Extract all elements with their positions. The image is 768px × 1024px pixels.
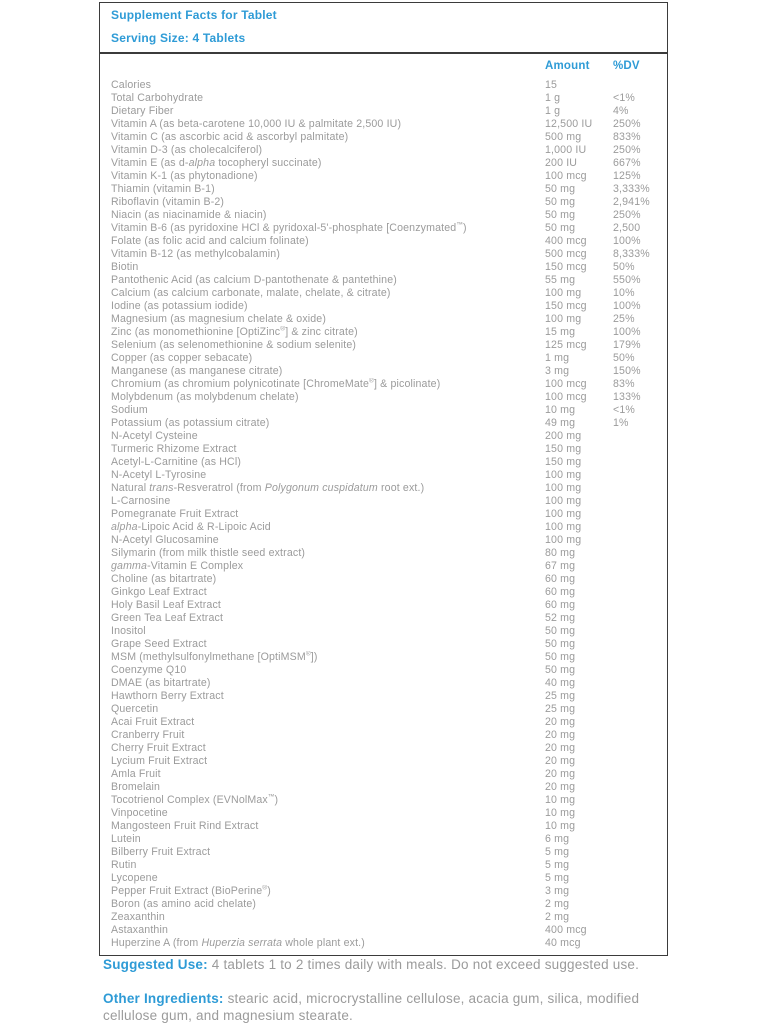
ingredient-name: Vitamin B-12 (as methylcobalamin) [111,248,281,260]
ingredient-amount: 400 mcg [545,235,587,247]
ingredient-dv [613,768,657,781]
ingredient-name: DMAE (as bitartrate) [111,677,211,689]
ingredient-dv: 550% [613,274,641,286]
table-row [100,430,667,443]
ingredient-name: Zeaxanthin [111,911,165,923]
ingredient-name: Acetyl-L-Carnitine (as HCl) [111,456,242,468]
ingredient-dv [613,560,657,573]
ingredient-name: Pantothenic Acid (as calcium D-pantothenate & pantethine) [111,274,397,286]
ingredient-amount: 10 mg [545,794,576,806]
table-row [100,196,667,209]
ingredient-amount: 150 mcg [545,300,587,312]
table-row [100,833,667,846]
ingredient-dv [613,690,657,703]
other-ingredients-text: stearic acid, microcrystalline cellulose, acacia gum, silica, modified cellulose gum, and magnesium stearate. [103,991,640,1023]
table-row [100,339,667,352]
table-row [100,521,667,534]
table-row [100,92,667,105]
ingredient-amount: 100 mcg [545,170,587,182]
ingredient-amount: 55 mg [545,274,576,286]
ingredient-amount: 100 mcg [545,391,587,403]
ingredient-name: Molybdenum (as molybdenum chelate) [111,391,299,403]
ingredient-dv [613,508,657,521]
table-row [100,651,667,664]
table-row [100,859,667,872]
ingredient-name: Vitamin C (as ascorbic acid & ascorbyl palmitate) [111,131,349,143]
ingredient-dv [613,443,657,456]
ingredient-amount: 80 mg [545,547,576,559]
table-row [100,209,667,222]
table-row [100,79,667,92]
ingredient-dv [613,820,657,833]
ingredient-amount: 5 mg [545,872,570,884]
ingredient-amount: 100 mg [545,287,582,299]
ingredient-name: Amla Fruit [111,768,161,780]
ingredient-name: Riboflavin (vitamin B-2) [111,196,225,208]
ingredient-dv: <1% [613,404,635,416]
table-row [100,547,667,560]
table-row [100,105,667,118]
table-row [100,573,667,586]
ingredient-dv [613,911,657,924]
ingredient-name: N-Acetyl Cysteine [111,430,198,442]
ingredient-name: alpha-Lipoic Acid & R-Lipoic Acid [111,521,271,533]
ingredient-dv: 100% [613,235,641,247]
ingredient-name: Hawthorn Berry Extract [111,690,224,702]
ingredient-name: Lycium Fruit Extract [111,755,208,767]
table-row [100,898,667,911]
table-row [100,677,667,690]
ingredient-name: Rutin [111,859,137,871]
ingredient-dv: 2,941% [613,196,650,208]
ingredient-amount: 67 mg [545,560,576,572]
table-row [100,625,667,638]
ingredient-dv [613,586,657,599]
ingredient-dv [613,729,657,742]
ingredient-amount: 50 mg [545,183,576,195]
ingredient-amount: 10 mg [545,404,576,416]
ingredient-amount: 15 mg [545,326,576,338]
ingredient-amount: 50 mg [545,638,576,650]
ingredient-name: Vitamin A (as beta-carotene 10,000 IU & palmitate 2,500 IU) [111,118,402,130]
facts-body [99,53,668,956]
ingredient-dv [613,885,657,898]
table-row [100,781,667,794]
ingredient-amount: 25 mg [545,703,576,715]
ingredient-dv: 250% [613,118,641,130]
ingredient-amount: 10 mg [545,820,576,832]
ingredient-amount: 6 mg [545,833,570,845]
ingredient-name: N-Acetyl Glucosamine [111,534,219,546]
ingredient-dv [613,638,657,651]
ingredient-amount: 100 mg [545,495,582,507]
table-row [100,846,667,859]
ingredient-amount: 40 mcg [545,937,581,949]
ingredient-dv [613,755,657,768]
ingredient-name: Vitamin E (as d-alpha tocopheryl succinate) [111,157,322,169]
ingredient-amount: 3 mg [545,885,570,897]
ingredient-name: L-Carnosine [111,495,171,507]
ingredient-dv [613,846,657,859]
ingredient-amount: 2 mg [545,911,570,923]
table-row [100,157,667,170]
ingredient-amount: 1 mg [545,352,570,364]
table-row [100,131,667,144]
ingredient-amount: 150 mg [545,456,582,468]
table-row [100,144,667,157]
table-row [100,313,667,326]
ingredient-amount: 20 mg [545,768,576,780]
suggested-use [103,956,678,973]
ingredient-dv [613,859,657,872]
ingredient-dv [613,547,657,560]
table-row [100,456,667,469]
ingredient-dv [613,573,657,586]
ingredient-amount: 100 mcg [545,378,587,390]
ingredient-name: Cherry Fruit Extract [111,742,206,754]
ingredient-name: Magnesium (as magnesium chelate & oxide) [111,313,327,325]
other-ingredients-label: Other Ingredients: [103,991,224,1006]
ingredient-dv: 179% [613,339,641,351]
ingredient-name: Vitamin K-1 (as phytonadione) [111,170,258,182]
ingredient-dv: 1% [613,417,629,429]
ingredient-dv [613,833,657,846]
ingredient-amount: 5 mg [545,846,570,858]
table-row [100,729,667,742]
table-row [100,469,667,482]
table-row [100,599,667,612]
ingredient-name: Mangosteen Fruit Rind Extract [111,820,259,832]
table-row [100,924,667,937]
table-row [100,794,667,807]
table-row [100,690,667,703]
facts-title: Supplement Facts for Tablet [111,8,277,22]
table-row [100,118,667,131]
ingredient-dv [613,716,657,729]
table-row [100,287,667,300]
ingredient-name: gamma-Vitamin E Complex [111,560,244,572]
ingredient-name: Tocotrienol Complex (EVNolMax™) [111,794,279,806]
ingredient-amount: 50 mg [545,625,576,637]
ingredient-dv [613,898,657,911]
suggested-use-text: 4 tablets 1 to 2 times daily with meals. Do not exceed suggested use. [207,957,640,972]
column-header-dv: %DV [613,60,640,72]
ingredient-dv: 4% [613,105,629,117]
ingredient-name: Bromelain [111,781,161,793]
ingredient-name: Pomegranate Fruit Extract [111,508,239,520]
ingredient-amount: 100 mg [545,482,582,494]
ingredient-amount: 200 IU [545,157,578,169]
ingredient-amount: 25 mg [545,690,576,702]
ingredient-name: Huperzine A (from Huperzia serrata whole plant ext.) [111,937,365,949]
ingredient-amount: 125 mcg [545,339,587,351]
ingredient-dv: 10% [613,287,635,299]
ingredient-amount: 400 mcg [545,924,587,936]
ingredient-dv [613,937,657,950]
table-row [100,560,667,573]
ingredient-name: Boron (as amino acid chelate) [111,898,257,910]
ingredient-name: Folate (as folic acid and calcium folinate) [111,235,309,247]
ingredient-name: Vitamin B-6 (as pyridoxine HCl & pyridoxal-5'-phosphate [Coenzymated™) [111,222,467,234]
ingredient-dv: 100% [613,326,641,338]
ingredient-name: Ginkgo Leaf Extract [111,586,207,598]
supplement-facts-panel [99,2,668,956]
table-row [100,755,667,768]
ingredient-amount: 20 mg [545,729,576,741]
ingredient-name: Total Carbohydrate [111,92,204,104]
ingredient-amount: 15 [545,79,558,91]
ingredient-name: Sodium [111,404,148,416]
ingredient-amount: 50 mg [545,209,576,221]
ingredient-dv: 8,333% [613,248,650,260]
ingredient-name: Iodine (as potassium iodide) [111,300,248,312]
table-row [100,495,667,508]
ingredient-dv [613,794,657,807]
ingredient-amount: 60 mg [545,586,576,598]
table-row [100,261,667,274]
ingredient-dv: 133% [613,391,641,403]
ingredient-name: Biotin [111,261,139,273]
ingredient-dv [613,495,657,508]
ingredient-dv [613,79,657,92]
table-row [100,443,667,456]
ingredient-amount: 20 mg [545,781,576,793]
ingredient-name: Vinpocetine [111,807,168,819]
ingredient-amount: 12,500 IU [545,118,593,130]
ingredient-name: Inositol [111,625,146,637]
ingredient-dv [613,534,657,547]
ingredient-dv: 150% [613,365,641,377]
ingredient-dv: 250% [613,209,641,221]
ingredient-name: Coenzyme Q10 [111,664,187,676]
ingredient-name: Lycopene [111,872,158,884]
table-row [100,365,667,378]
ingredient-name: Chromium (as chromium polynicotinate [ChromeMate®] & picolinate) [111,378,441,390]
ingredient-dv [613,482,657,495]
ingredient-amount: 60 mg [545,599,576,611]
ingredient-dv [613,872,657,885]
ingredient-name: Potassium (as potassium citrate) [111,417,270,429]
table-row [100,482,667,495]
ingredient-name: Calories [111,79,152,91]
ingredient-name: Vitamin D-3 (as cholecalciferol) [111,144,263,156]
ingredient-amount: 150 mg [545,443,582,455]
ingredient-dv: 3,333% [613,183,650,195]
ingredient-dv [613,430,657,443]
table-row [100,716,667,729]
ingredient-amount: 100 mg [545,469,582,481]
ingredient-amount: 1,000 IU [545,144,587,156]
ingredient-dv [613,664,657,677]
ingredient-dv [613,742,657,755]
ingredient-name: Zinc (as monomethionine [OptiZinc®] & zinc citrate) [111,326,358,338]
ingredient-dv: 83% [613,378,635,390]
table-row [100,300,667,313]
facts-header [99,2,668,53]
serving-size: Serving Size: 4 Tablets [111,31,246,45]
ingredient-name: Turmeric Rhizome Extract [111,443,237,455]
table-row [100,183,667,196]
ingredient-amount: 50 mg [545,651,576,663]
table-row [100,820,667,833]
table-row [100,768,667,781]
ingredient-dv: 833% [613,131,641,143]
other-ingredients [103,990,678,1024]
ingredient-name: Astaxanthin [111,924,169,936]
ingredient-dv: 50% [613,261,635,273]
table-row [100,807,667,820]
suggested-use-label: Suggested Use: [103,957,208,972]
ingredient-rows [100,79,667,950]
ingredient-amount: 3 mg [545,365,570,377]
ingredient-dv: <1% [613,92,635,104]
table-row [100,235,667,248]
ingredient-amount: 2 mg [545,898,570,910]
ingredient-name: Cranberry Fruit [111,729,185,741]
ingredient-name: MSM (methylsulfonylmethane [OptiMSM®]) [111,651,318,663]
table-row [100,391,667,404]
ingredient-dv: 50% [613,352,635,364]
ingredient-amount: 20 mg [545,755,576,767]
table-row [100,404,667,417]
column-header-row [100,58,667,72]
table-row [100,885,667,898]
ingredient-amount: 500 mg [545,131,582,143]
ingredient-amount: 20 mg [545,742,576,754]
table-row [100,378,667,391]
table-row [100,417,667,430]
ingredient-dv [613,677,657,690]
ingredient-amount: 40 mg [545,677,576,689]
ingredient-dv [613,807,657,820]
ingredient-amount: 1 g [545,92,561,104]
ingredient-name: Lutein [111,833,141,845]
table-row [100,742,667,755]
table-row [100,222,667,235]
ingredient-name: Natural trans-Resveratrol (from Polygonum cuspidatum root ext.) [111,482,425,494]
table-row [100,352,667,365]
ingredient-dv: 667% [613,157,641,169]
ingredient-dv: 250% [613,144,641,156]
column-header-amount: Amount [545,60,590,72]
ingredient-name: Choline (as bitartrate) [111,573,217,585]
ingredient-dv [613,651,657,664]
ingredient-amount: 60 mg [545,573,576,585]
ingredient-name: Pepper Fruit Extract (BioPerine®) [111,885,271,897]
table-row [100,508,667,521]
ingredient-name: Silymarin (from milk thistle seed extract) [111,547,306,559]
ingredient-name: Manganese (as manganese citrate) [111,365,283,377]
ingredient-dv [613,703,657,716]
ingredient-dv: 2,500 [613,222,641,234]
ingredient-dv [613,612,657,625]
column-header-spacer [111,60,545,72]
ingredient-name: Grape Seed Extract [111,638,207,650]
ingredient-amount: 10 mg [545,807,576,819]
ingredient-name: Calcium (as calcium carbonate, malate, chelate, & citrate) [111,287,391,299]
table-row [100,937,667,950]
ingredient-amount: 50 mg [545,196,576,208]
table-row [100,586,667,599]
ingredient-dv [613,456,657,469]
ingredient-amount: 49 mg [545,417,576,429]
ingredient-name: Niacin (as niacinamide & niacin) [111,209,267,221]
ingredient-amount: 20 mg [545,716,576,728]
ingredient-amount: 5 mg [545,859,570,871]
ingredient-amount: 52 mg [545,612,576,624]
ingredient-name: Green Tea Leaf Extract [111,612,224,624]
table-row [100,534,667,547]
ingredient-dv [613,924,657,937]
ingredient-name: Dietary Fiber [111,105,174,117]
ingredient-amount: 100 mg [545,508,582,520]
table-row [100,703,667,716]
ingredient-amount: 500 mcg [545,248,587,260]
ingredient-name: Quercetin [111,703,159,715]
ingredient-dv: 125% [613,170,641,182]
ingredient-dv [613,521,657,534]
ingredient-dv [613,781,657,794]
ingredient-amount: 1 g [545,105,561,117]
table-row [100,911,667,924]
ingredient-name: Selenium (as selenomethionine & sodium selenite) [111,339,357,351]
ingredient-name: N-Acetyl L-Tyrosine [111,469,207,481]
table-row [100,326,667,339]
ingredient-amount: 150 mcg [545,261,587,273]
ingredient-amount: 50 mg [545,664,576,676]
ingredient-amount: 100 mg [545,521,582,533]
ingredient-dv: 100% [613,300,641,312]
table-row [100,248,667,261]
ingredient-name: Copper (as copper sebacate) [111,352,253,364]
ingredient-amount: 50 mg [545,222,576,234]
table-row [100,170,667,183]
ingredient-amount: 100 mg [545,534,582,546]
table-row [100,274,667,287]
ingredient-dv [613,625,657,638]
ingredient-amount: 200 mg [545,430,582,442]
label-footer [103,956,678,1024]
ingredient-amount: 100 mg [545,313,582,325]
ingredient-name: Acai Fruit Extract [111,716,195,728]
ingredient-name: Bilberry Fruit Extract [111,846,211,858]
ingredient-name: Thiamin (vitamin B-1) [111,183,215,195]
table-row [100,872,667,885]
table-row [100,612,667,625]
table-row [100,638,667,651]
ingredient-dv: 25% [613,313,635,325]
ingredient-name: Holy Basil Leaf Extract [111,599,222,611]
table-row [100,664,667,677]
ingredient-dv [613,599,657,612]
ingredient-dv [613,469,657,482]
